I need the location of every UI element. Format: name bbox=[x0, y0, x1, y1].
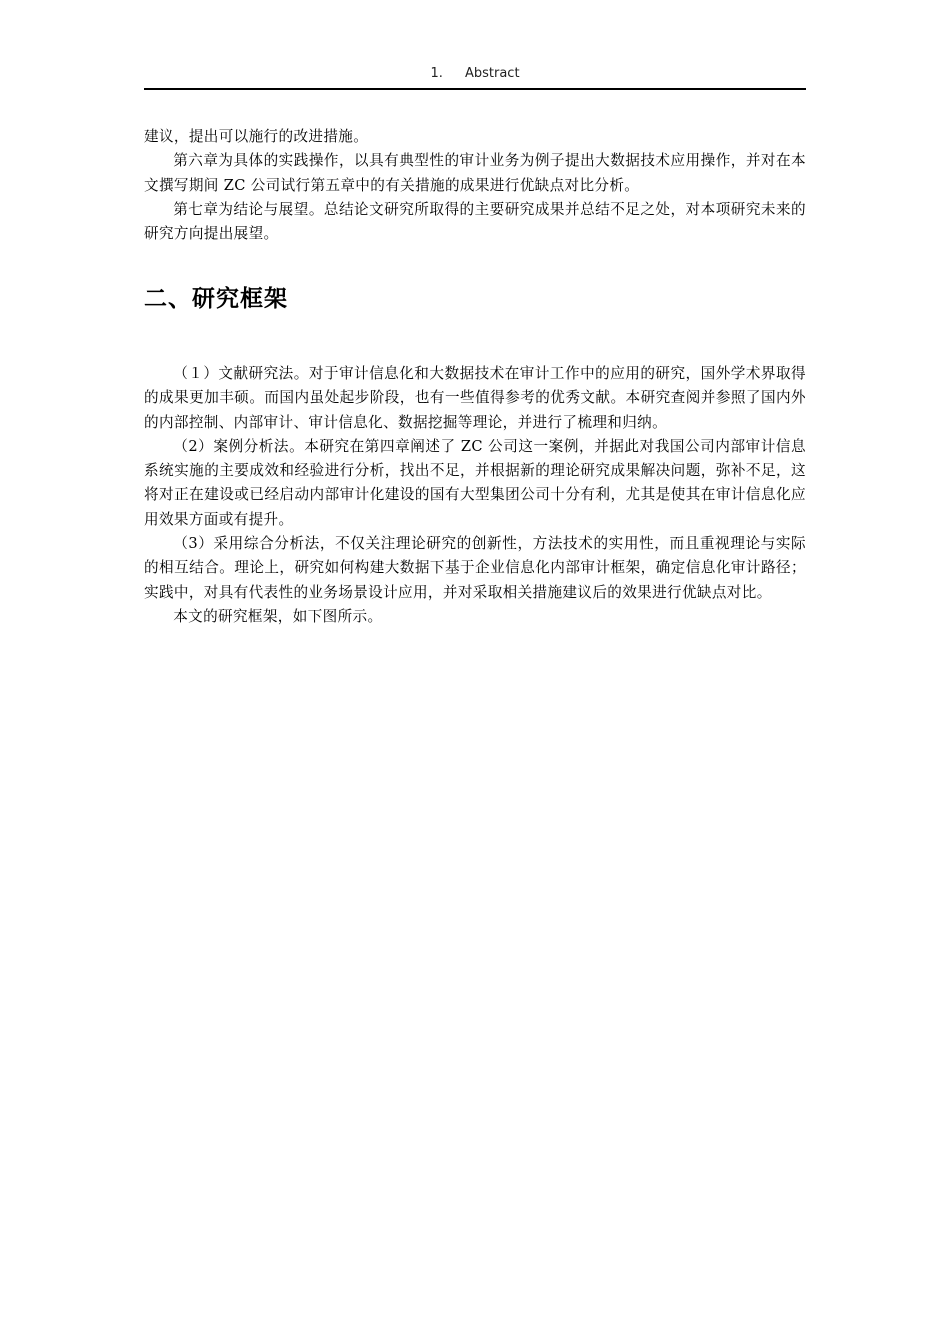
section-research-framework bbox=[144, 362, 806, 629]
header-chapter-title: Abstract bbox=[464, 66, 520, 81]
header-chapter-number: 1. bbox=[430, 66, 443, 81]
running-header bbox=[144, 66, 806, 81]
paragraph: 第七章为结论与展望。总结论文研究所取得的主要研究成果并总结不足之处，对本项研究未来的研究方向提出展望。 bbox=[144, 200, 806, 243]
paragraph: 第六章为具体的实践操作，以具有典型性的审计业务为例子提出大数据技术应用操作，并对在本文撰写期间 ZC 公司试行第五章中的有关措施的成果进行优缺点对比分析。 bbox=[144, 152, 806, 194]
paragraph: （2）案例分析法。本研究在第四章阐述了 ZC 公司这一案例，并据此对我国公司内部审计信息系统实施的主要成效和经验进行分析，找出不足，并根据新的理论研究成果解决问题，弥补不足，这将对正在建设或已经启动内部审计化建设的国有大型集团公司十分有利，尤其是使其在审计信息化应用效果方面或有提升。 bbox=[144, 437, 806, 528]
paragraph: （１）文献研究法。对于审计信息化和大数据技术在审计工作中的应用的研究，国外学术界取得的成果更加丰硕。而国内虽处起步阶段，也有一些值得参考的优秀文献。本研究查阅并参照了国内外的内部控制、内部审计、审计信息化、数据挖掘等理论，并进行了梳理和归纳。 bbox=[144, 365, 806, 431]
paragraph: 建议，提出可以施行的改进措施。 bbox=[144, 128, 369, 145]
paragraph: 本文的研究框架，如下图所示。 bbox=[173, 607, 383, 625]
section-chapter-overview bbox=[144, 125, 806, 246]
section-heading: 二、研究框架 bbox=[144, 286, 288, 312]
paragraph: （3）采用综合分析法，不仅关注理论研究的创新性，方法技术的实用性，而且重视理论与实际的相互结合。理论上，研究如何构建大数据下基于企业信息化内部审计框架，确定信息化审计路径；实践中，对具有代表性的业务场景设计应用，并对采取相关措施建议后的效果进行优缺点对比。 bbox=[144, 535, 806, 601]
header-rule bbox=[144, 88, 806, 90]
